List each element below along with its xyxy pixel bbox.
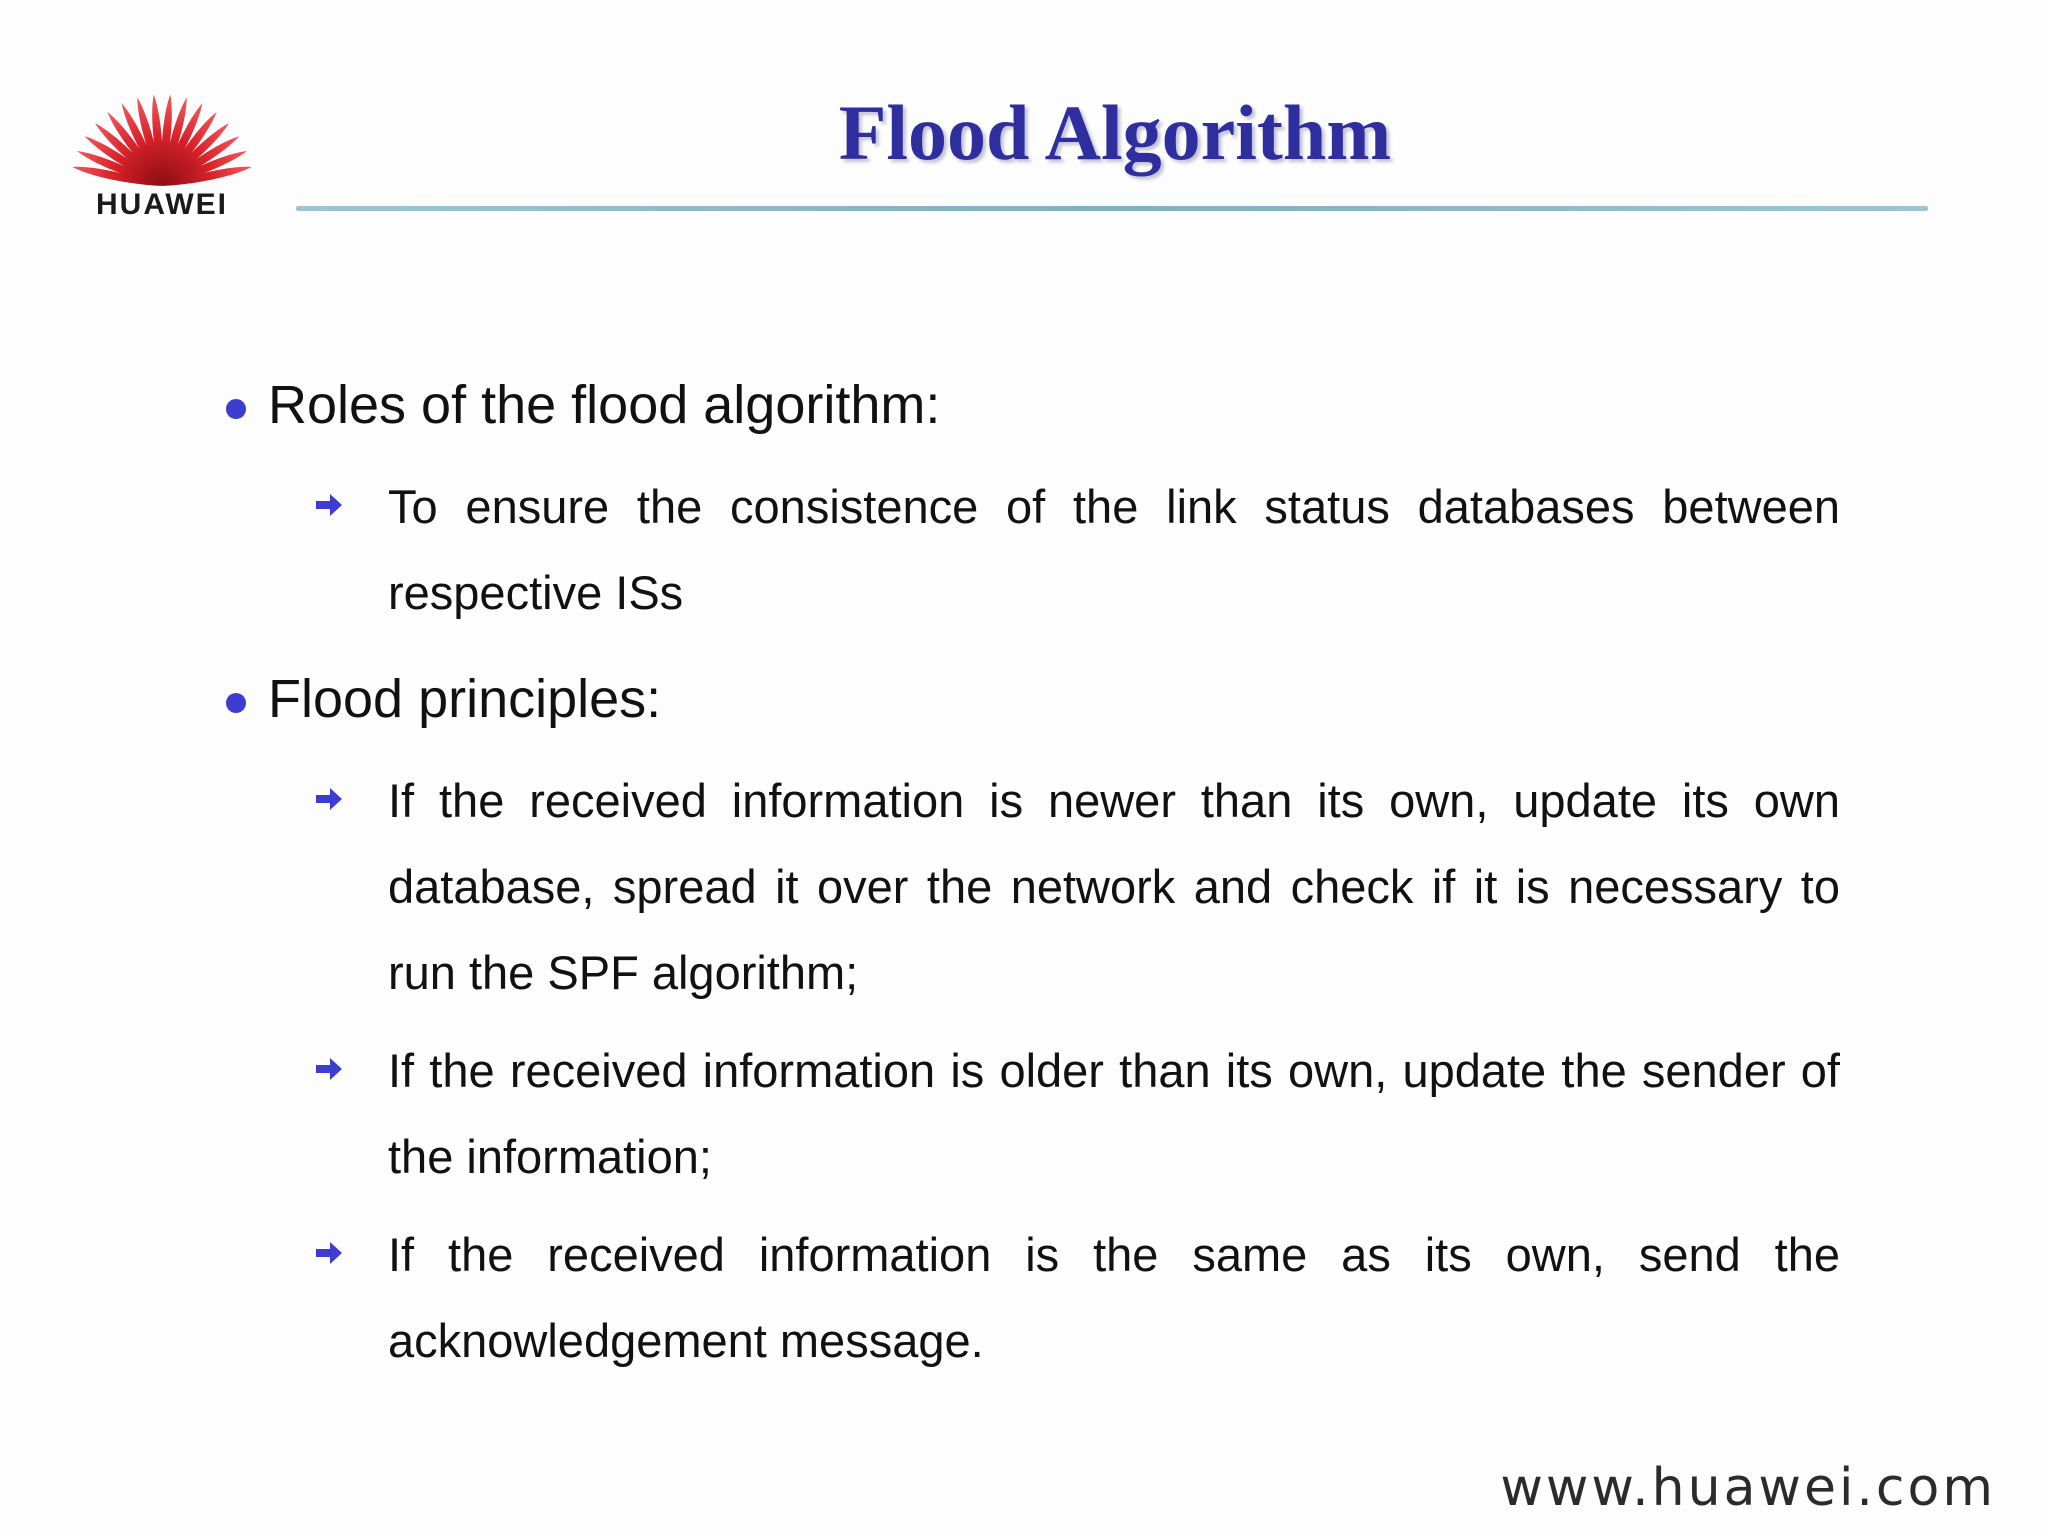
right-arrow-icon xyxy=(312,1052,346,1086)
page-title: Flood Algorithm xyxy=(838,89,1392,176)
bullet-heading: Roles of the flood algorithm: xyxy=(268,375,941,435)
right-arrow-icon xyxy=(312,782,346,816)
sub-bullet-text: To ensure the consistence of the link status databases between respective ISs xyxy=(388,480,1840,619)
bullet-dot-icon xyxy=(226,399,246,419)
bullet-item xyxy=(226,663,1866,735)
title-divider xyxy=(296,206,1928,211)
sub-bullet-item xyxy=(312,1212,1840,1384)
huawei-petals-icon xyxy=(62,46,262,196)
sub-bullet-text: If the received information is the same as its own, send the acknowledgement message. xyxy=(388,1228,1840,1367)
sub-bullet-item xyxy=(312,1028,1840,1200)
bullet-heading: Flood principles: xyxy=(268,669,662,729)
huawei-logo xyxy=(62,46,262,236)
sub-bullet-text: If the received information is newer than its own, update its own database, spread it over the network and check if it is necessary to run the SPF algorithm; xyxy=(388,774,1840,999)
sub-bullet-item xyxy=(312,464,1840,636)
right-arrow-icon xyxy=(312,1236,346,1270)
bullet-item xyxy=(226,369,1866,441)
logo-wordmark: HUAWEI xyxy=(96,188,228,221)
right-arrow-icon xyxy=(312,488,346,522)
bullet-dot-icon xyxy=(226,693,246,713)
footer-url: www.huawei.com xyxy=(1500,1458,1996,1518)
sub-bullet-text: If the received information is older than its own, update the sender of the information; xyxy=(388,1044,1840,1183)
sub-bullet-item xyxy=(312,758,1840,1016)
